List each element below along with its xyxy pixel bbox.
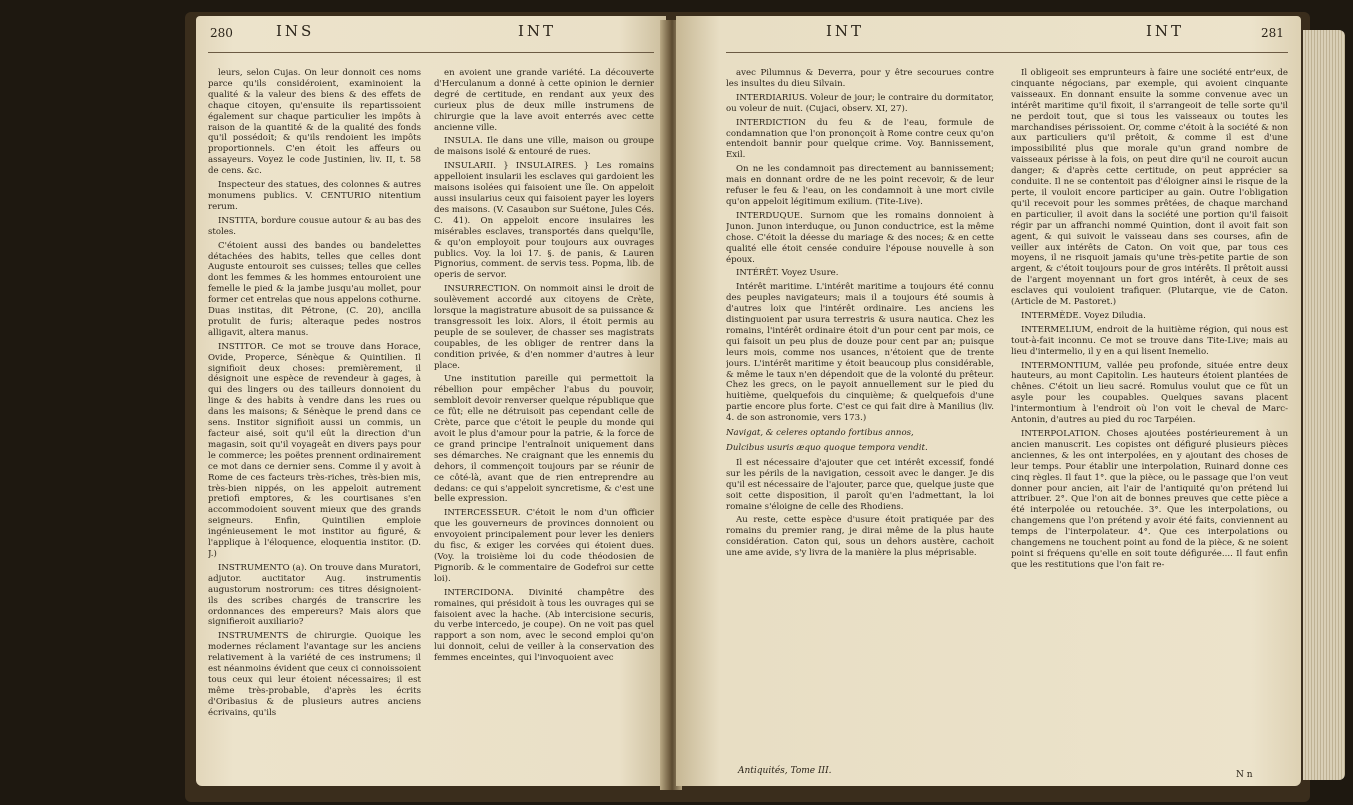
paragraph: INTERMELIUM, endroit de la huitième région, qui nous est tout-à-fait inconnu. Ce mot se trouve dans Tite-Live; mais au lieu d'intermelio, il y en a qui lisent Inemelio. [1011,324,1288,357]
paragraph: Navigat, & celeres optando fortibus annos, [726,428,914,439]
left-page-number: 280 [210,26,233,40]
paragraph: Intérêt maritime. L'intérêt maritime a toujours été connu des peuples navigateurs; mais il a toujours été soumis à d'autres loix que l'intérêt ordinaire. Les anciens les distinguoient par usura terrestris & usura nautica. Chez les romains, l'intérêt ordinaire étoit d'un pour cent par mois, ce qui faisoit un peu plus de douze pour cent par an; puisque leurs mois, comme nos usances, n'étoient que de trente jours. L'intérêt maritime y étoit beaucoup plus considérable, & même le taux n'en dépendoit que de la volonté du prêteur. Chez les grecs, on le payoit annuellement sur le pied du huitième, quelquefois du cinquième; & quelquefois d'une partie encore plus forte. C'est ce qui fait dire à Manilius (liv. 4. de son astronomie, vers 173.) [726,282,994,424]
paragraph: INSTRUMENTS de chirurgie. Quoique les modernes réclament l'avantage sur les anciens relativement à la variété de ces instrumens; il est néanmoins évident que ceux ci connoissoient tous ceux qui leur étoient nécessaires; il est même très-probable, d'après les écrits d'Oribasius & de plusieurs autres anciens écrivains, qu'ils [208,631,421,718]
left-page [196,16,666,786]
right-page [676,16,1301,786]
right-running-head [676,16,1301,56]
left-running-head [196,16,666,56]
left-head-rule [208,52,654,53]
signature-mark: N n [1236,770,1253,780]
right-column-2 [1011,68,1288,766]
left-column-2 [434,68,654,780]
paragraph: INTERDUQUE. Surnom que les romains donnoient à Junon. Junon interduque, ou Junon conductrice, est la même chose. C'étoit la déesse du mariage & des noces; & en cette qualité elle étoit censée conduire l'épouse nouvelle à son époux. [726,210,994,265]
paragraph: INTERCESSEUR. C'étoit le nom d'un officier que les gouverneurs de provinces donnoient ou envoyoient principalement pour lever les deniers du fisc, & exiger les corvées qui étoient dues. (Voy. la troisième loi du code théodosien de Pignorib. & le commentaire de Godefroi sur cette loi). [434,508,654,584]
paragraph: INSULA. Ile dans une ville, maison ou groupe de maisons isolé & entouré de rues. [434,136,654,158]
right-head-rule [726,52,1288,53]
paragraph: Il est nécessaire d'ajouter que cet intérêt excessif, fondé sur les périls de la navigation, cessoit avec le danger. Je dis qu'il est nécessaire de l'ajouter, parce que, quelque juste que soit cette disposition, il paroît qu'en l'admettant, la loi romaine s'éloigne de celle des Rhodiens. [726,457,994,512]
paragraph: Une institution pareille qui permettoit la rébellion pour empêcher l'abus du pouvoir, sembloit devoir renverser quelque république que ce fût; elle ne détruisoit pas cependant celle de Crète, parce que c'étoit le peuple du monde qui avoit le plus d'amour pour la patrie, & la force de ce grand principe l'entraînoit uniquement dans ses démarches. Ne craignant que les ennemis du dehors, il commençoit toujours par se réunir de ce côté-là, avant que de rien entreprendre au dedans: ce qui s'appeloit syncretisme, & c'est une belle expression. [434,374,654,505]
paragraph: INSURRECTION. On nommoit ainsi le droit de soulèvement accordé aux citoyens de Crète, lorsque la magistrature abusoit de sa puissance & transgressoit les loix. Alors, il étoit permis au peuple de se soulever, de chasser ses magistrats coupables, de les obliger de rentrer dans la condition privée, & d'en nommer d'autres à leur place. [434,284,654,371]
paragraph: leurs, selon Cujas. On leur donnoit ces noms parce qu'ils considéroient, examinoient la qualité & la valeur des biens & des effets de chaque citoyen, qu'ensuite ils repartissoient également sur chaque particulier les impôts à raison de la quantité & de la qualité des fonds qu'il possédoit; & qu'ils rendoient les impôts proportionnels. C'en étoit les affeurs ou assayeurs. Voyez le code Justinien, liv. II, t. 58 de cens. &c. [208,68,421,177]
paragraph: Au reste, cette espèce d'usure étoit pratiquée par des romains du premier rang, je dirai même de la plus haute considération. Caton qui, sous un dehors austère, cachoit une ame avide, s'y livra de la manière la plus méprisable. [726,515,994,559]
paragraph: On ne les condamnoit pas directement au bannissement; mais en donnant ordre de ne les point recevoir, & de leur refuser le feu & l'eau, on les condamnoit à une mort civile qu'on appeloit légitimum exilium. (Tite-Live). [726,164,994,207]
right-page-number: 281 [1261,26,1284,40]
paragraph: Il obligeoit ses emprunteurs à faire une société entr'eux, de cinquante négocians, par exemple, qui avoient cinquante vaisseaux. En donnant ensuite la somme convenue avec un intérêt maritime qu'il fixoit, il s'arrangeoit de telle sorte qu'il ne perdoit tout, que si tous les vaisseaux ou toutes les marchandises périssoient. Or, comme c'étoit à la société & non aux particuliers qu'il prêtoit, & comme il est d'une impossibilité plus que morale qu'un grand nombre de vaisseaux périsse à la fois, on peut dire qu'il ne couroit aucun danger; & d'après cette certitude, on peut apprécier sa conduite. Il ne se contentoit pas d'éloigner ainsi le risque de la perte, il vouloit encore participer au gain. Outre l'obligation qu'il recevoit pour les sommes prêtées, de chaque marchand en particulier, il avoit dans la société une portion qu'il faisoit régir par un affranchi nommé Quintion, dont il avoit fait son agent, & qui suivoit le vaisseau dans ses courses, afin de veiller aux intérêts de Caton. On voit que, par tous ces moyens, il ne risquoit jamais qu'une très-petite partie de son argent, & c'étoit toujours pour de gros intérêts. Il prêtoit aussi de l'argent moyennant un fort gros intérêt, à ceux de ses esclaves qui vouloient trafiquer. (Plutarque, vie de Caton. (Article de M. Pastoret.) [1011,68,1288,308]
paragraph: INSTITA, bordure cousue autour & au bas des stoles. [208,215,421,237]
page-edges [1303,30,1345,780]
left-head-word-2: INT [518,22,557,40]
left-column-1 [208,68,421,780]
paragraph: INSTITOR. Ce mot se trouve dans Horace, Ovide, Properce, Sénèque & Quintilien. Il signifioit deux choses: premièrement, il désignoit une espèce de revendeur à gages, à qui des lingers ou des tailleurs donnoient du linge & des habits à vendre dans les rues ou dans les maisons; & Sénèque le prend dans ce sens. Institor signifioit aussi un commis, un facteur aisé, soit qu'il eût la direction d'un magasin, soit qu'il voyageât en divers pays pour le commerce; les poëtes prennent ordinairement ce mot dans ce dernier sens. Comme il y avoit à Rome de ces facteurs très-riches, très-bien mis, très-bien nippés, on les appeloit autrement pretiofi emptores, & les courtisanes s'en accommodoient souvent mieux que des grands seigneurs. Enfin, Quintilien emploie ingénieusement le mot institor au figuré, & l'applique à l'éloquence, eloquentia institor. (D. J.) [208,341,421,559]
paragraph: avec Pilumnus & Deverra, pour y être secourues contre les insultes du dieu Silvain. [726,68,994,89]
paragraph: INSTRUMENTO (a). On trouve dans Muratori, adjutor. auctitator Aug. instrumentis augustorum nostrorum: ces titres désignoient-ils des scribes chargés de transcrire les ordonnances des empereurs? Mais alors que signifieroit auxiliario? [208,562,421,628]
paragraph: INTÉRÊT. Voyez Usure. [736,268,839,279]
paragraph: INTERMONTIUM, vallée peu profonde, située entre deux hauteurs, au mont Capitolin. Les hauteurs étoient plantées de chênes. C'étoit un lieu sacré. Romulus voulut que ce fût un asyle pour les coupables. Quelques savans placent l'intermontium à l'endroit où l'on voit le cheval de Marc-Antonin, d'autres au pied du roc Tarpéien. [1011,360,1288,426]
right-column-1 [726,68,994,756]
paragraph: INSULARII. } INSULAIRES. } Les romains appelloient insularii les esclaves qui gardoient les maisons isolées qui faisoient une île. On appeloit aussi insularius ceux qui faisoient payer les loyers des maisons. (V. Casaubon sur Suétone, Jules Cés. C. 41). On appeloit encore insulaires les misérables esclaves, transportés dans quelqu'île, & qu'on employoit pour toujours aux ouvrages publics. Voy. la loi 17. §. de panis, & Lauren Pignorius, comment. de servis tess. Popma, lib. de operis de servor. [434,161,654,281]
paragraph: INTERPOLATION. Choses ajoutées postérieurement à un ancien manuscrit. Les copistes ont défiguré plusieurs pièces anciennes, & les ont interpolées, en y ajoutant des choses de leur temps. Pour établir une interpolation, Ruinard donne ces cinq règles. Il faut 1°. que la pièce, ou le passage que l'on veut donner pour ancien, ait l'air de l'antiquité qu'on prétend lui attribuer. 2°. Que l'on ait de bonnes preuves que cette pièce a été interpolée ou retouchée. 3°. Que les interpolations, ou changemens que l'on prétend y avoir été faits, conviennent au temps de l'interpolateur. 4°. Que ces interpolations ou changemens ne touchent point au fond de la pièce, & ne soient point si fréquens qu'elle en soit toute défigurée.... Il faut enfin que les restitutions que l'on fait re- [1011,429,1288,570]
volume-footer: Antiquités, Tome III. [738,766,832,776]
paragraph: INTERDIARIUS. Voleur de jour; le contraire du dormitator, ou voleur de nuit. (Cujaci, observ. XI, 27). [726,92,994,114]
paragraph: INTERDICTION du feu & de l'eau, formule de condamnation que l'on prononçoit à Rome contre ceux qu'on entendoit bannir pour quelque crime. Voy. Bannissement, Exil. [726,117,994,161]
paragraph: C'étoient aussi des bandes ou bandelettes détachées des habits, telles que celles dont Auguste entouroit ses cuisses; telles que celles dont les femmes & les hommes entouroient une femelle le pied & la jambe jusqu'au mollet, pour former cet entrelas que nous appelons cothurne. Duas institas, dit Pétrone, (C. 20), ancilla protulit de furis; alteraque pedes nostros alligavit, altera manus. [208,240,421,338]
paragraph: en avoient une grande variété. La découverte d'Herculanum a donné à cette opinion le dernier degré de certitude, en rendant aux yeux des curieux plus de deux mille instrumens de chirurgie que la lave avoit enterrés avec cette ancienne ville. [434,68,654,133]
right-head-word-1: INT [826,22,865,40]
paragraph: INTERCIDONA. Divinité champêtre des romaines, qui présidoit à tous les ouvrages qui se faisoient avec la hache. (Ab intercisione securis, du verbe intercedo, je coupe). On ne voit pas quel rapport a son nom, avec le second emploi qu'on lui donnoit, celui de veiller à la conservation des femmes enceintes, qui l'invoquoient avec [434,587,654,664]
left-head-word-1: INS [276,22,315,40]
paragraph: Dulcibus usuris æquo quoque tempora vendit. [726,443,928,453]
paragraph: INTERMÈDE. Voyez Diludia. [1021,310,1146,321]
paragraph: Inspecteur des statues, des colonnes & autres monumens publics. V. CENTURIO nitentium rerum. [208,180,421,212]
right-head-word-2: INT [1146,22,1185,40]
